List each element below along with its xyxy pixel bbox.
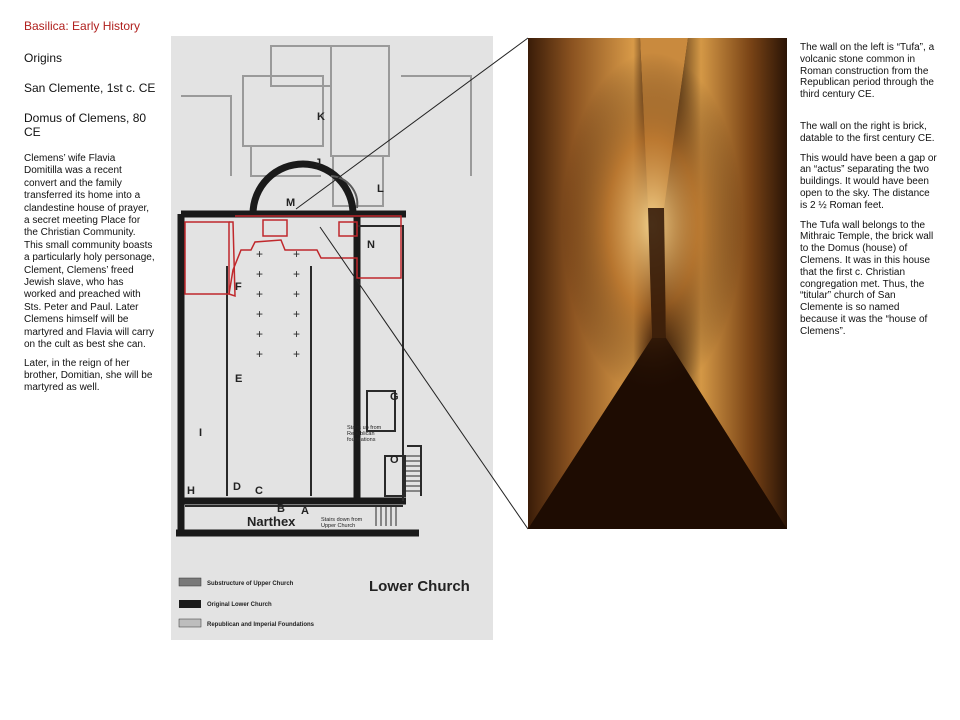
legend-label-foundations: Republican and Imperial Foundations: [207, 622, 315, 628]
left-paragraph-1: Clemens’ wife Flavia Domitilla was a recent convert and the family transferred its home into a clandestine house of prayer, a secret meeting Place for the Christian Community. This small community boasts a particularly holy personage, Clement, Clemens’ freed Jewish slave, who has worked and preached with Sts. Peter and Paul. Later Clemens himself will be martyred and Flavia will carry on the cult as best she can.: [24, 153, 155, 351]
heading-origins: Origins: [24, 51, 63, 65]
right-paragraph-3: This would have been a gap or an “actus” separating the two buildings. It would have been open to the sky. The distance is 2 ½ Roman feet.: [800, 152, 937, 211]
slide-title: Basilica: Early History: [24, 19, 141, 33]
right-paragraph-1: The wall on the left is “Tufa”, a volcanic stone common in Roman construction from the Republican period through the third century CE.: [800, 42, 935, 101]
right-text-column: [800, 42, 938, 358]
stairs-down-line-1: Stairs down from: [321, 517, 363, 523]
plan-letter-n: N: [367, 239, 375, 251]
svg-text:+: +: [256, 287, 264, 301]
plan-letter-l: L: [377, 183, 384, 195]
svg-text:+: +: [293, 347, 301, 361]
svg-text:+: +: [256, 327, 264, 341]
svg-text:+: +: [256, 307, 264, 321]
plan-letter-j: J: [315, 157, 322, 169]
right-paragraph-2: The wall on the right is brick, datable to the first century CE.: [800, 120, 935, 144]
plan-letter-k: K: [317, 111, 325, 123]
plan-letter-e: E: [235, 373, 243, 385]
right-paragraph-4: The Tufa wall belongs to the Mithraic Temple, the brick wall to the Domus (house) of Clemens. It was in this house that the first c. Christian congregation met. Thus, the “titular” church of San Clemente is so named because it was the “house of Clemens”.: [800, 219, 934, 337]
stairs-up-line-2: Republican: [347, 431, 375, 437]
plan-letter-c: C: [255, 485, 263, 497]
svg-text:+: +: [293, 307, 301, 321]
left-paragraph-2: Later, in the reign of her brother, Domitian, she will be martyred as well.: [24, 357, 153, 394]
plan-letter-d: D: [233, 481, 241, 493]
plan-title: Lower Church: [369, 578, 470, 595]
svg-text:+: +: [256, 347, 264, 361]
stairs-up-line-1: Stairs up from: [347, 425, 382, 431]
svg-text:+: +: [256, 267, 264, 281]
heading-site: San Clemente, 1st c. CE: [24, 81, 156, 95]
svg-text:+: +: [293, 247, 301, 261]
svg-text:+: +: [256, 247, 264, 261]
plan-letter-o: O: [390, 454, 399, 466]
stairs-down-line-2: Upper Church: [321, 523, 356, 529]
svg-text:+: +: [293, 267, 301, 281]
plan-letter-f: F: [235, 281, 242, 293]
svg-text:+: +: [293, 287, 301, 301]
stairs-up-line-3: foundations: [347, 437, 376, 443]
narthex-label: Narthex: [247, 514, 296, 529]
plan-letter-h: H: [187, 485, 195, 497]
plan-letter-a: A: [301, 505, 309, 517]
plan-letter-b: B: [277, 503, 285, 515]
plan-letter-g: G: [390, 391, 399, 403]
svg-text:+: +: [293, 327, 301, 341]
corridor-photo: [528, 38, 787, 529]
plan-letter-i: I: [199, 427, 203, 439]
legend-label-substructure: Substructure of Upper Church: [207, 581, 294, 587]
heading-domus: Domus of Clemens, 80 CE: [24, 111, 147, 139]
legend-label-original: Original Lower Church: [207, 602, 272, 608]
plan-letter-m: M: [286, 197, 296, 209]
corridor-photo-image: [528, 38, 787, 529]
